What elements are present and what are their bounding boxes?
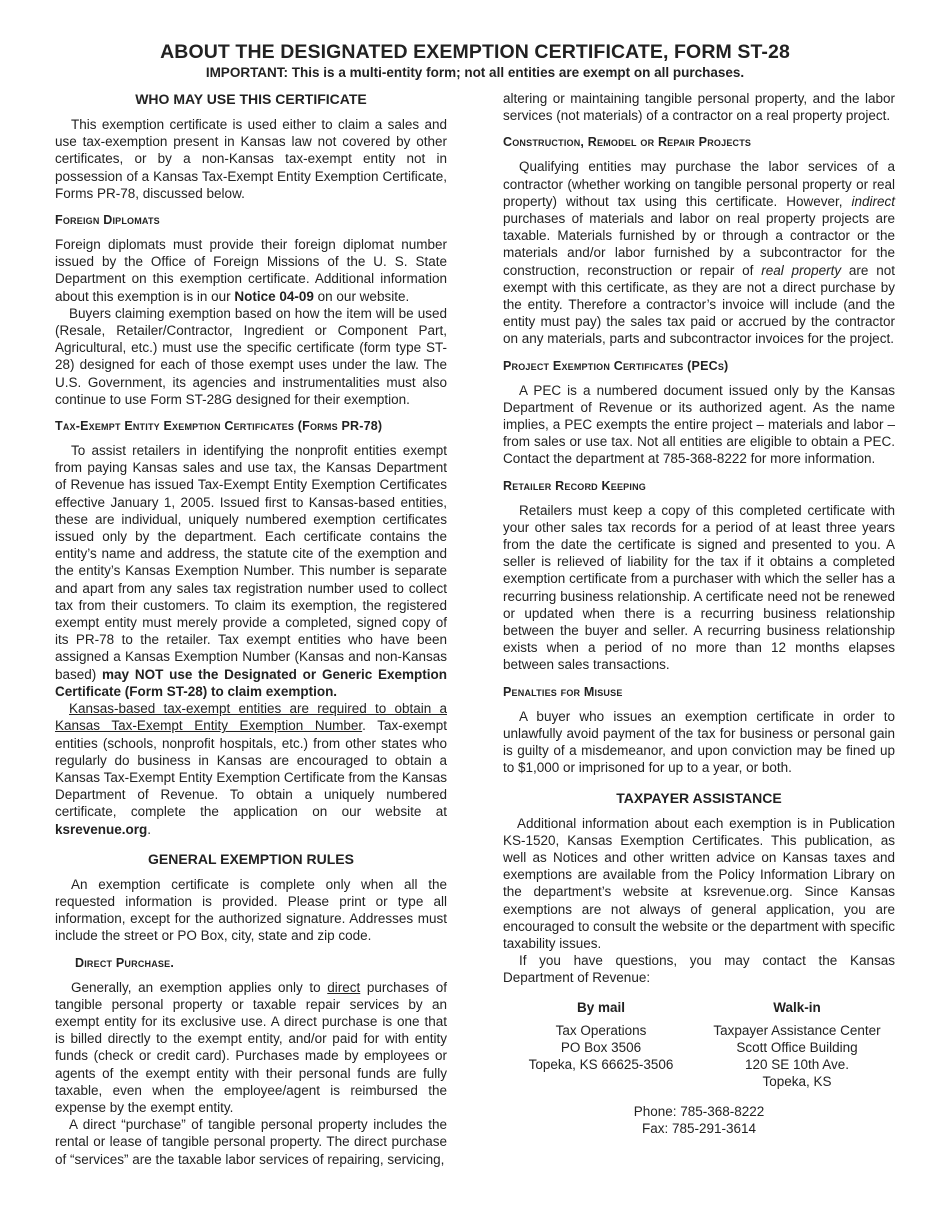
construction-text-e: are not exempt with this certificate, as they are not a direct purchase by the entity. Therefore a contractor’s invoice will include (and the entity must pay) the sales tax paid or accrued by the contractor on any materials, parts and subcontractor invoices for the project.	[503, 262, 895, 347]
walk-in-line: Taxpayer Assistance Center	[713, 1022, 881, 1038]
pec-heading: Project Exemption Certificates (PECs)	[503, 358, 729, 373]
direct-text-a: Generally, an exemption applies only to	[71, 979, 328, 995]
pec-paragraph: A PEC is a numbered document issued only by the Kansas Department of Revenue or its authorized agent. As the name implies, a PEC exempts the entire project – materials and labor – from sales or use tax. Not all entities are eligible to obtain a PEC. Contact the department at 785-368-8222 for more information.	[503, 382, 895, 467]
mail-line: Topeka, KS 66625-3506	[528, 1057, 674, 1073]
assistance-paragraph-1: Additional information about each exemption is in Publication KS-1520, Kansas Exemption Certificates. This publication, as well as Notices and other written advice on Kansas taxes and exemptions are available from the Policy Information Library on the department’s website at ksrevenue.org. Since Kansas exemptions are not always of general application, you are encouraged to consult the website or the department with specific taxability issues.	[503, 815, 895, 951]
walk-in-line: Topeka, KS	[762, 1074, 832, 1090]
services-continued-paragraph: altering or maintaining tangible personal property, and the labor services (not materials) of a contractor on a real property project.	[503, 91, 895, 124]
direct-purchase-paragraph-2: A direct “purchase” of tangible personal property includes the rental or lease of tangible personal property. The direct purchase of “services” are the taxable labor services of repairing, servicing,	[55, 1117, 447, 1167]
retailer-record-heading: Retailer Record Keeping	[503, 478, 646, 493]
foreign-text-c: on our website.	[313, 288, 410, 304]
direct-text-c: purchases of tangible personal property or taxable repair services by an exempt entity for its exclusive use. A direct purchase is one that is billed directly to the exempt entity, and/or paid for with entity funds (check or credit card). Purchases made by employees or agents of the exempt entity with their personal funds are fully taxable, even when the employee/agent is reimbursed the expense by the exempt entity.	[55, 979, 448, 1115]
website-link: ksrevenue.org	[55, 821, 148, 837]
page-title: ABOUT THE DESIGNATED EXEMPTION CERTIFICATE, FORM ST-28	[160, 41, 790, 63]
construction-paragraph	[503, 158, 895, 347]
taxpayer-assistance-heading: TAXPAYER ASSISTANCE	[616, 789, 782, 806]
tax-exempt-bold-warning: may NOT use the Designated or Generic Exemption Certificate (Form ST-28) to claim exemption.	[55, 666, 447, 699]
walk-in-line: Scott Office Building	[736, 1039, 858, 1055]
direct-purchase-heading: Direct Purchase.	[75, 955, 175, 970]
buyers-exemption-paragraph: Buyers claiming exemption based on how the item will be used (Resale, Retailer/Contractor, Ingredient or Component Part, Agricultural, etc.) must use the specific certificate (form type ST-28) designed for each of those exempt uses under the law. The U.S. Government, its agencies and instrumentalities must also continue to use Form ST-28G designed for their exemption.	[55, 305, 447, 407]
tax-exempt-paragraph-2	[55, 700, 447, 838]
penalties-paragraph: A buyer who issues an exemption certificate in order to unlawfully avoid payment of the tax for business or personal gain is guilty of a misdemeanor, and upon conviction may be fined up to $1,000 or imprisoned for up to a year, or both.	[503, 708, 895, 776]
walk-in-block	[699, 999, 895, 1091]
tax-exempt-heading: Tax-Exempt Entity Exemption Certificates (Forms PR-78)	[55, 419, 383, 434]
mail-line: Tax Operations	[555, 1022, 647, 1038]
phone-fax-block	[503, 1103, 895, 1137]
two-column-body	[55, 90, 895, 1168]
by-mail-heading: By mail	[576, 999, 626, 1015]
penalties-heading: Penalties for Misuse	[503, 684, 623, 699]
mail-line: PO Box 3506	[560, 1039, 642, 1055]
direct-underlined: direct	[327, 979, 361, 995]
tax-exempt-text-d: .	[147, 821, 152, 837]
phone-number: Phone: 785-368-8222	[633, 1103, 765, 1119]
tax-exempt-text-b: . Tax-exempt entities (schools, nonprofit hospitals, etc.) from other states who regularly do business in Kansas are encouraged to obtain a Kansas Tax-Exempt Entity Exemption Certificate from the Kansas Department of Revenue. To obtain a uniquely numbered certificate, complete the application on our website at	[55, 718, 447, 820]
foreign-diplomats-heading: Foreign Diplomats	[55, 213, 160, 228]
by-mail-block	[503, 999, 699, 1091]
real-property-italic: real property	[761, 262, 842, 278]
contact-block	[503, 999, 895, 1091]
kansas-requirement-underlined: Kansas-based tax-exempt entities are required to obtain a Kansas Tax-Exempt Entity Exemption Number	[55, 701, 447, 734]
foreign-diplomats-paragraph	[55, 236, 447, 305]
construction-text-a: Qualifying entities may purchase the labor services of a contractor (whether working on tangible personal property or real property) without tax using this certificate. However,	[503, 159, 895, 209]
left-column	[55, 90, 447, 1168]
construction-text-c: purchases of materials and labor on real property projects are taxable. Materials furnished by or through a contractor or the materials and/or labor furnished by a subcontractor for the construction, reconstruction or repair of	[503, 211, 895, 278]
tax-exempt-paragraph-1	[55, 442, 447, 700]
walk-in-heading: Walk-in	[773, 999, 821, 1015]
fax-number: Fax: 785-291-3614	[641, 1120, 757, 1136]
right-column	[503, 90, 895, 1168]
tax-exempt-text-a: To assist retailers in identifying the nonprofit entities exempt from paying Kansas sales and use tax, the Kansas Department of Revenue has issued Tax-Exempt Entity Exemption Certificates effective January 1, 2005. Issued first to Kansas-based entities, these are individual, uniquely numbered exemption certificates issued only by the department. Each certificate contains the entity’s name and address, the statute cite of the exemption and the entity’s Kansas Exemption Number. This number is separate and apart from any sales tax registration number used to collect tax from their customers. To claim its exemption, the registered exempt entity must merely provide a completed, signed copy of its PR-78 to the retailer. Tax exempt entities who have been assigned a Kansas Exemption Number (Kansas and non-Kansas based)	[55, 443, 447, 682]
walk-in-line: 120 SE 10th Ave.	[744, 1057, 850, 1073]
general-rules-heading: GENERAL EXEMPTION RULES	[148, 850, 354, 867]
indirect-italic: indirect	[851, 193, 895, 209]
general-rules-paragraph: An exemption certificate is complete only when all the requested information is provided. Please print or type all information, except for the authorized signature. Addresses must include the street or PO Box, city, state and zip code.	[55, 876, 447, 944]
who-may-use-paragraph: This exemption certificate is used either to claim a sales and use tax-exemption present in Kansas law not covered by other certificates, or by a non-Kansas tax-exempt entity not in possession of a Kansas Tax-Exempt Entity Exemption Certificate, Forms PR-78, discussed below.	[55, 117, 447, 201]
retailer-record-paragraph: Retailers must keep a copy of this completed certificate with your other sales tax records for a period of at least three years from the date the certificate is signed and presented to you. A seller is relieved of liability for the tax if it obtains a completed exemption certificate from a purchaser with which the seller has a recurring business relationship. A certificate need not be renewed or updated when there is a recurring business relationship between the buyer and seller. A recurring business relationship exists when a period of no more than 12 months elapses between sales transactions.	[503, 502, 895, 673]
assistance-paragraph-2: If you have questions, you may contact the Kansas Department of Revenue:	[503, 953, 895, 986]
who-may-use-heading: WHO MAY USE THIS CERTIFICATE	[135, 91, 367, 107]
foreign-text-a: Foreign diplomats must provide their foreign diplomat number issued by the Office of Foreign Missions of the U. S. State Department on this exemption certificate. Additional information about this exemption is in our	[55, 237, 447, 304]
important-notice: IMPORTANT: This is a multi-entity form; not all entities are exempt on all purchases.	[205, 65, 745, 80]
notice-reference: Notice 04-09	[234, 288, 314, 304]
direct-purchase-paragraph-1	[55, 979, 447, 1117]
construction-heading: Construction, Remodel or Repair Projects	[503, 135, 752, 150]
